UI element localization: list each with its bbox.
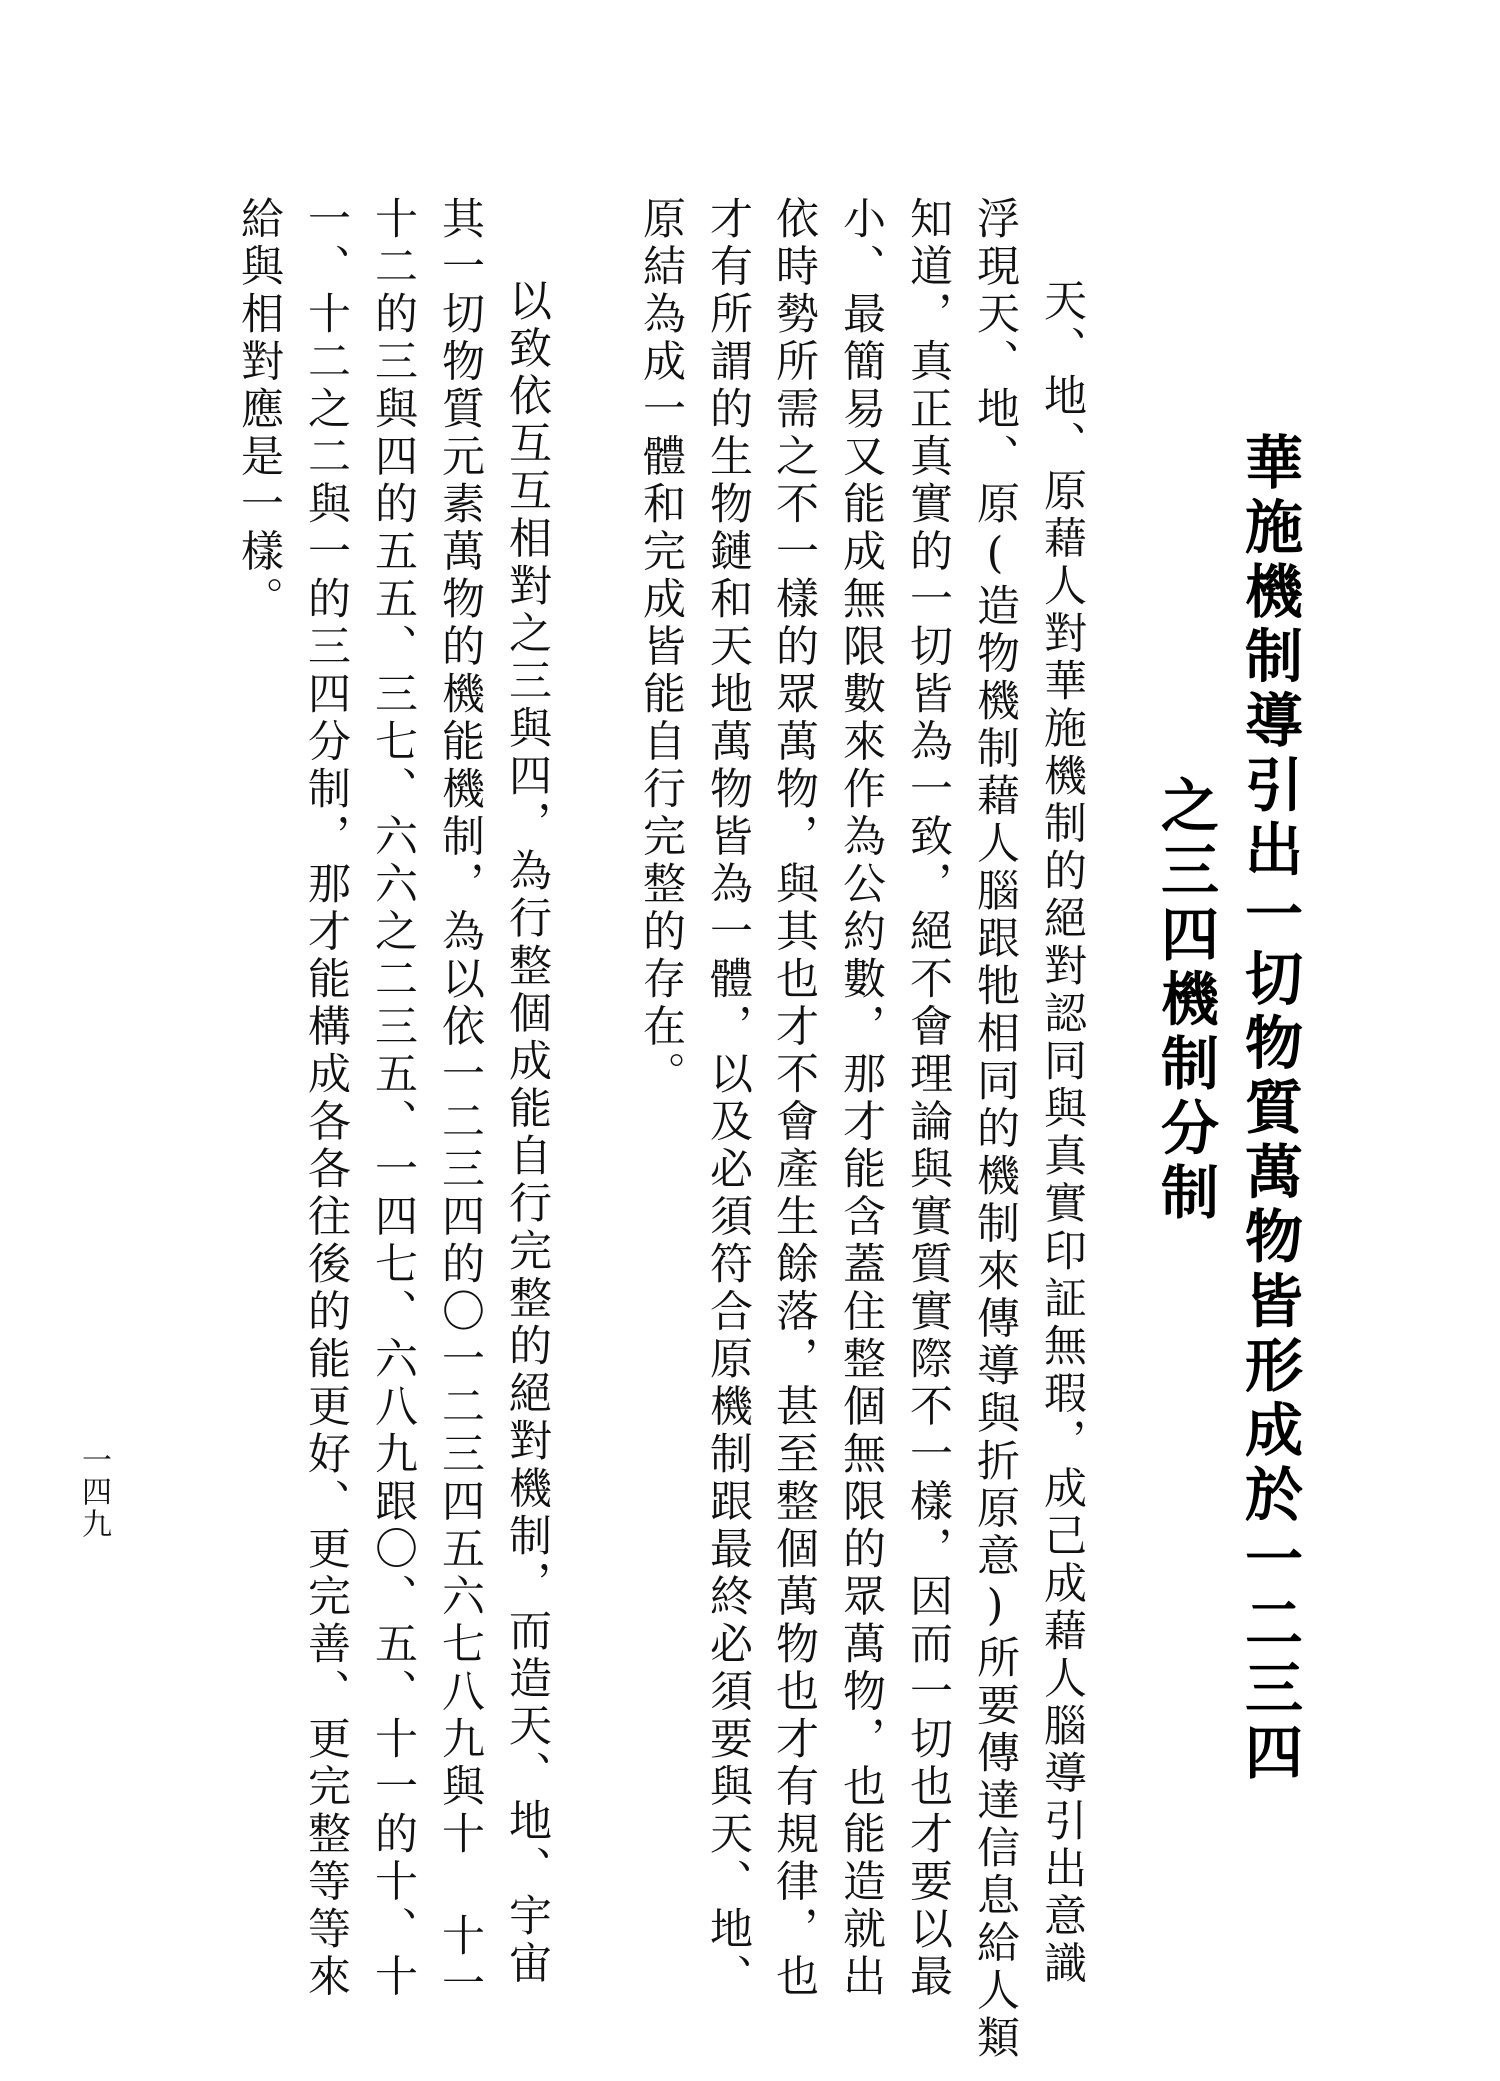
chapter-title-line-2: 之三四機制分制	[1151, 775, 1219, 1227]
paragraph-1-line-1: 天、地、原藉人對華施機制的絕對認同與真實印証無瑕，成己成藉人腦導引出意識	[1037, 278, 1087, 1988]
paragraph-2-line-3: 十二的三與四的五五、三七、六六之二三五、一四七、六八九跟〇、五、十一的十、十	[368, 196, 418, 2001]
paragraph-2-line-1: 以致依互互相對之三與四，為行整個成能自行完整的絕對機制，而造天、地、宇宙	[502, 278, 552, 1988]
paragraph-1-line-4: 小、最簡易又能成無限數來作為公約數，那才能含蓋住整個無限的眾萬物，也能造就出	[836, 196, 886, 2001]
paragraph-2-line-4: 一、十二之二與一的三四分制，那才能構成各各往後的能更好、更完善、更完整等等來	[301, 196, 351, 2001]
paragraph-2-line-5: 給與相對應是一樣。	[234, 196, 284, 624]
chapter-title-line-1: 華施機制導引出一切物質萬物皆形成於一二三四	[1235, 432, 1303, 1787]
paragraph-1-line-2: 浮現天、地、原(造物機制藉人腦跟牠相同的機制來傳導與折原意)所要傳達信息給人類	[970, 196, 1020, 2063]
paragraph-1-line-3: 知道，真正真實的一切皆為一致，絕不會理論與實質實際不一樣，因而一切也才要以最	[903, 196, 953, 2001]
paragraph-2-line-2: 其一切物質元素萬物的機能機制，為以依一二三四的〇一二三四五六七八九與十 十一	[435, 196, 485, 2008]
paragraph-1-line-7: 原結為成一體和完成皆能自行完整的存在。	[636, 196, 686, 1099]
paragraph-1-line-6: 才有所謂的生物鏈和天地萬物皆為一體，以及必須符合原機制跟最終必須要與天、地、	[703, 196, 753, 2001]
page-number: 一四九	[76, 1444, 111, 1540]
paragraph-1-line-5: 依時勢所需之不一樣的眾萬物，與其也才不會產生餘落，甚至整個萬物也才有規律，也	[769, 196, 819, 2001]
